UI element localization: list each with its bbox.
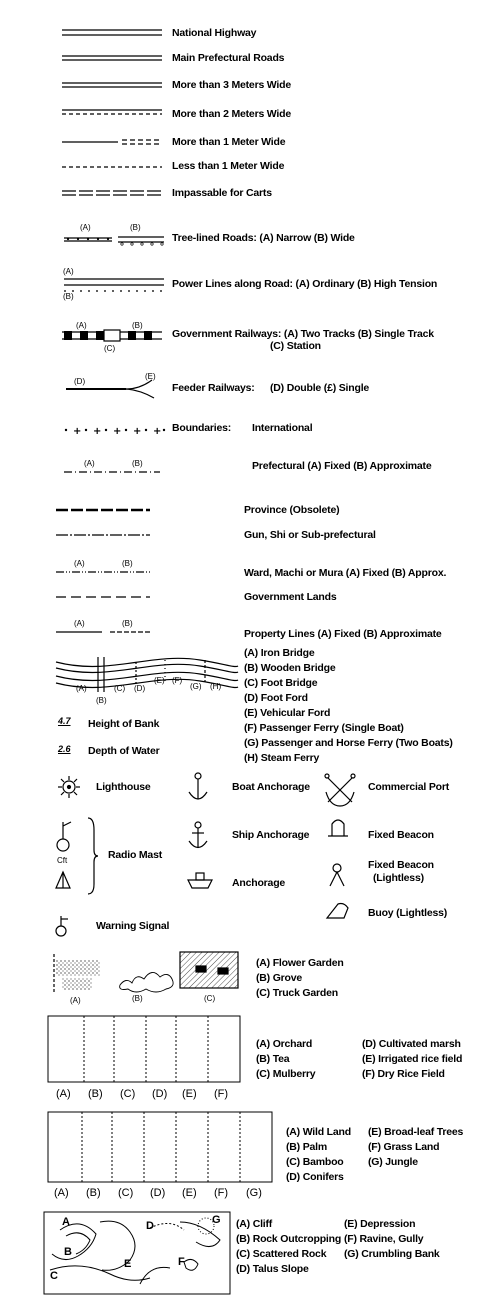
bridge-h-label: (H) Steam Ferry	[244, 752, 320, 764]
map-label-f: F	[178, 1256, 185, 1268]
feeder-caption-e: (E)	[145, 372, 156, 381]
more-2m-symbol	[62, 110, 162, 114]
veg-caption-d: (D)	[150, 1187, 166, 1199]
svg-text:+: +	[153, 426, 162, 437]
grove-symbol	[120, 972, 173, 992]
bridge-a-label: (A) Iron Bridge	[244, 647, 315, 659]
ward-label: Ward, Machi or Mura (A) Fixed (B) Approx.	[244, 567, 447, 579]
river-caption-f: (F)	[172, 676, 183, 685]
bridge-g-label: (G) Passenger and Horse Ferry (Two Boats)	[244, 737, 453, 749]
depression-label: (E) Depression	[344, 1218, 416, 1230]
dry-rice-label: (F) Dry Rice Field	[362, 1068, 445, 1080]
province-label: Province (Obsolete)	[244, 504, 340, 516]
power-lines-symbol	[64, 279, 164, 291]
grove-label: (B) Grove	[256, 972, 303, 984]
boat-anchorage-label: Boat Anchorage	[232, 781, 310, 793]
warning-signal-symbol	[56, 916, 68, 936]
power-lines-label: Power Lines along Road: (A) Ordinary (B) High Tension	[172, 278, 438, 290]
power-caption-b: (B)	[63, 292, 74, 301]
crops-caption-a: (A)	[56, 1088, 71, 1100]
fixed-beacon-symbol	[328, 820, 348, 836]
property-lines-label: Property Lines (A) Fixed (B) Approximate	[244, 628, 442, 640]
crops-panel-symbol	[48, 1016, 240, 1082]
national-highway-symbol	[62, 30, 162, 35]
bridge-c-label: (C) Foot Bridge	[244, 677, 318, 689]
svg-text:+: +	[93, 426, 102, 437]
crops-caption-f: (F)	[214, 1088, 229, 1100]
map-label-e: E	[124, 1258, 132, 1270]
less-1m-label: Less than 1 Meter Wide	[172, 160, 285, 172]
anchorage-label: Anchorage	[232, 877, 286, 889]
map-label-d: D	[146, 1220, 154, 1232]
fixed-beacon-label: Fixed Beacon	[368, 829, 434, 841]
national-highway-label: National Highway	[172, 27, 257, 39]
boundaries-label: Boundaries:	[172, 422, 232, 434]
rail-caption-b: (B)	[132, 321, 143, 330]
truck-garden-label: (C) Truck Garden	[256, 987, 338, 999]
jungle-label: (G) Jungle	[368, 1156, 418, 1168]
irrigated-rice-label: (E) Irrigated rice field	[362, 1053, 463, 1065]
veg-caption-b: (B)	[86, 1187, 101, 1199]
grass-land-label: (F) Grass Land	[368, 1141, 440, 1153]
more-2m-label: More than 2 Meters Wide	[172, 108, 291, 120]
svg-text:+: +	[113, 426, 122, 437]
rail-caption-a: (A)	[76, 321, 87, 330]
government-lands-label: Government Lands	[244, 591, 337, 603]
garden-caption-b: (B)	[132, 994, 143, 1003]
mulberry-label: (C) Mulberry	[256, 1068, 316, 1080]
flower-garden-symbol	[54, 954, 100, 992]
boat-anchorage-symbol	[189, 773, 207, 799]
map-label-b: B	[64, 1246, 72, 1258]
ward-caption-b: (B)	[122, 559, 133, 568]
crops-caption-d: (D)	[152, 1088, 168, 1100]
more-3m-symbol	[62, 83, 162, 87]
veg-caption-e: (E)	[182, 1187, 197, 1199]
bamboo-label: (C) Bamboo	[286, 1156, 344, 1168]
broad-leaf-label: (E) Broad-leaf Trees	[368, 1126, 464, 1138]
river-caption-d: (D)	[134, 684, 146, 693]
map-label-g: G	[212, 1214, 221, 1226]
main-prefectural-symbol	[62, 56, 162, 60]
bridge-b-label: (B) Wooden Bridge	[244, 662, 336, 674]
tree-lined-caption-a: (A)	[80, 223, 91, 232]
wild-land-label: (A) Wild Land	[286, 1126, 351, 1138]
tree-lined-label: Tree-lined Roads: (A) Narrow (B) Wide	[172, 232, 355, 244]
gun-label: Gun, Shi or Sub-prefectural	[244, 529, 376, 541]
height-of-bank-label: Height of Bank	[88, 718, 160, 730]
veg-caption-c: (C)	[118, 1187, 134, 1199]
river-caption-g: (G)	[190, 682, 202, 691]
truck-garden-symbol	[180, 952, 238, 988]
tea-label: (B) Tea	[256, 1053, 290, 1065]
bridge-f-label: (F) Passenger Ferry (Single Boat)	[244, 722, 404, 734]
height-number: 4.7	[58, 716, 71, 726]
rail-caption-c: (C)	[104, 344, 116, 353]
impassable-symbol	[62, 191, 162, 195]
svg-text:+: +	[73, 426, 82, 437]
veg-caption-a: (A)	[54, 1187, 69, 1199]
more-3m-label: More than 3 Meters Wide	[172, 79, 291, 91]
more-1m-symbol	[62, 140, 162, 144]
feeder-railway-values: (D) Double (£) Single	[270, 382, 370, 394]
more-1m-label: More than 1 Meter Wide	[172, 136, 286, 148]
buoy-label: Buoy (Lightless)	[368, 907, 448, 919]
veg-caption-f: (F)	[214, 1187, 229, 1199]
prefectural-label: Prefectural (A) Fixed (B) Approximate	[252, 460, 432, 472]
rock-outcropping-label: (B) Rock Outcropping	[236, 1233, 342, 1245]
ship-anchorage-label: Ship Anchorage	[232, 829, 310, 841]
ravine-label: (F) Ravine, Gully	[344, 1233, 424, 1245]
cliff-label: (A) Cliff	[236, 1218, 273, 1230]
bridge-e-label: (E) Vehicular Ford	[244, 707, 331, 719]
palm-label: (B) Palm	[286, 1141, 327, 1153]
buoy-symbol	[327, 904, 348, 919]
river-caption-h: (H)	[210, 682, 222, 691]
depth-of-water-label: Depth of Water	[88, 745, 160, 757]
map-label-c: C	[50, 1270, 58, 1282]
commercial-port-label: Commercial Port	[368, 781, 450, 793]
scattered-rock-label: (C) Scattered Rock	[236, 1248, 327, 1260]
fixed-beacon-lightless-label: Fixed Beacon	[368, 859, 434, 871]
radio-mast-label: Radio Mast	[108, 849, 163, 861]
river-caption-b: (B)	[96, 696, 107, 705]
government-railway-label: Government Railways: (A) Two Tracks (B) Single Track	[172, 328, 434, 340]
river-caption-c: (C)	[114, 684, 126, 693]
bridge-d-label: (D) Foot Ford	[244, 692, 308, 704]
international-label: International	[252, 422, 313, 434]
garden-caption-a: (A)	[70, 996, 81, 1005]
garden-caption-c: (C)	[204, 994, 216, 1003]
tree-lined-roads-symbol	[64, 237, 164, 242]
station-label: (C) Station	[270, 340, 321, 352]
talus-slope-label: (D) Talus Slope	[236, 1263, 309, 1275]
crops-caption-c: (C)	[120, 1088, 136, 1100]
river-caption-a: (A)	[76, 684, 87, 693]
orchard-label: (A) Orchard	[256, 1038, 313, 1050]
fixed-beacon-lightless-symbol	[330, 864, 344, 886]
lighthouse-label: Lighthouse	[96, 781, 151, 793]
feeder-caption-d: (D)	[74, 377, 86, 386]
conifers-label: (D) Conifers	[286, 1171, 344, 1183]
flower-garden-label: (A) Flower Garden	[256, 957, 344, 969]
map-label-a: A	[62, 1216, 70, 1228]
warning-signal-label: Warning Signal	[96, 920, 170, 932]
legend-crosses	[73, 426, 161, 437]
ship-anchorage-symbol	[189, 822, 207, 848]
crops-caption-e: (E)	[182, 1088, 197, 1100]
svg-text:+: +	[133, 426, 142, 437]
ward-caption-a: (A)	[74, 559, 85, 568]
depth-number: 2.6	[58, 744, 71, 754]
pref-caption-a: (A)	[84, 459, 95, 468]
tree-lined-caption-b: (B)	[130, 223, 141, 232]
cultivated-marsh-label: (D) Cultivated marsh	[362, 1038, 461, 1050]
feeder-railway-label: Feeder Railways:	[172, 382, 255, 394]
main-prefectural-label: Main Prefectural Roads	[172, 52, 285, 64]
commercial-port-symbol	[325, 774, 355, 806]
vegetation-panel-symbol	[48, 1112, 272, 1182]
property-caption-b: (B)	[122, 619, 133, 628]
crumbling-bank-label: (G) Crumbling Bank	[344, 1248, 440, 1260]
anchorage-symbol	[188, 873, 212, 888]
impassable-label: Impassable for Carts	[172, 187, 272, 199]
pref-caption-b: (B)	[132, 459, 143, 468]
river-caption-e: (E)	[154, 676, 165, 685]
property-caption-a: (A)	[74, 619, 85, 628]
power-caption-a: (A)	[63, 267, 74, 276]
lighthouse-symbol	[58, 776, 80, 798]
crops-caption-b: (B)	[88, 1088, 103, 1100]
veg-caption-g: (G)	[246, 1187, 262, 1199]
cft-label: Cft	[57, 856, 68, 865]
lightless-label: (Lightless)	[373, 872, 424, 884]
